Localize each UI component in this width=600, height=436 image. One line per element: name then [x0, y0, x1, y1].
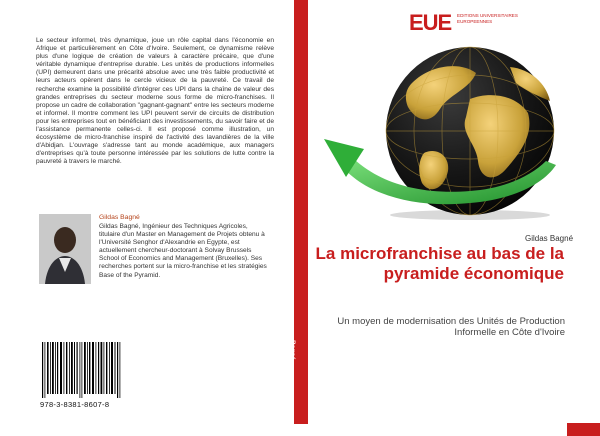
globe-with-arrow-image — [320, 43, 582, 221]
front-author-name: Gildas Bagné — [525, 234, 574, 243]
back-author-bio: Gildas Bagné, Ingénieur des Techniques Agricoles, titulaire d'un Master en Management de Projets obtenu à l'Université Senghor d'Alexandrie en Egypte, est actuellement chercheur-doctorant à Solvay Brussels School of Economics and Management (Bruxelles). Ses recherches portent sur la micro-franchise et les stratégies Base of the Pyramid. — [99, 223, 267, 279]
book-title: La microfranchise au bas de la pyramide économique — [315, 244, 564, 283]
isbn-number: 978-3-8381-8607-8 — [40, 400, 110, 409]
bottom-edge — [0, 424, 600, 436]
publisher-logo — [409, 10, 519, 34]
red-corner-accent — [567, 423, 600, 436]
publisher-logo-letters: EUE — [409, 10, 452, 35]
barcode — [40, 340, 124, 400]
author-portrait-image — [39, 214, 91, 284]
back-author-name: Gildas Bagné — [99, 214, 140, 221]
spine-author: Bagné — [289, 340, 296, 360]
publisher-name: EDITIONS UNIVERSITAIRES EUROPEENNES — [457, 13, 518, 24]
book-subtitle: Un moyen de modernisation des Unités de Production Informelle en Côte d'Ivoire — [337, 316, 565, 338]
spine — [294, 0, 308, 436]
back-cover-summary: Le secteur informel, très dynamique, joue un rôle capital dans l'économie en Afrique et particulièrement en Côte d'Ivoire. Seulement, ce dynamisme relève plus d'une logique de création de valeurs à caractère précaire, que d'une véritable dynamique d'entreprise durable. Les unités de productions informelles (UPI) demeurent dans une précarité absolue avec une très faible productivité et leurs acteurs opèrent dans le cercle vicieux de la pauvreté. Ce travail de recherche examine la possibilité d'intégrer ces UPI dans la chaîne de valeur des grandes entreprises du secteur moderne sous forme de micro-franchises. Il propose un cadre de collaboration "gagnant-gagnant" entre les secteurs moderne et informel. Il montre comment les UPI peuvent servir de circuits de distribution pour les entreprises tout en bénéficiant des investissements, du savoir faire et de l'assistance permanente celles-ci. Il est proposé comme illustration, un écosystème de micro-franchise inspiré de l'activité des lavandières de la ville d'Abidjan. L'ouvrage s'adresse tant au monde académique, aux managers d'entreprises qu'à toute personne intéressée par les solutions de lutte contre la pauvreté à travers le marché. — [36, 37, 274, 166]
author-photo — [39, 214, 91, 284]
globe-illustration — [320, 43, 582, 221]
barcode-image — [40, 340, 124, 400]
